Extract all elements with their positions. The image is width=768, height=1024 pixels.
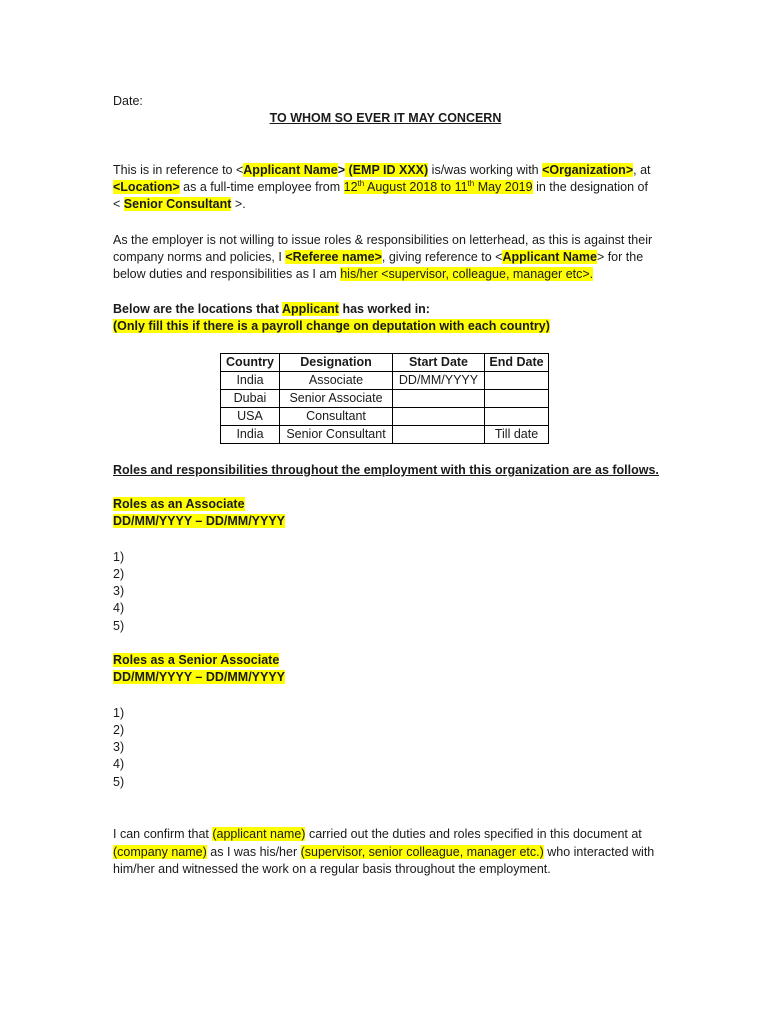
locations-table xyxy=(220,353,549,444)
date-label: Date: xyxy=(113,94,143,108)
list-item: 4) xyxy=(113,757,125,771)
para2-text: company norms and policies, I xyxy=(113,250,286,264)
list-item: 5) xyxy=(113,775,125,789)
para1-text: as a full-time employee from xyxy=(179,180,344,194)
list-item: 3) xyxy=(113,584,125,598)
para1-text: , at xyxy=(633,163,651,177)
list-item: 1) xyxy=(113,706,125,720)
table-cell: Till date xyxy=(485,426,549,444)
roles-heading: Roles and responsibilities throughout the employment with this organization are as follows. xyxy=(113,463,659,477)
table-row xyxy=(221,408,549,426)
column-header: Designation xyxy=(280,354,393,372)
organization-placeholder: <Organization> xyxy=(542,163,634,177)
closing-text: carried out the duties and roles specified in this document at xyxy=(305,827,642,841)
roles-senior-associate-dates xyxy=(113,669,285,686)
applicant-name-placeholder: (applicant name) xyxy=(212,827,306,841)
list-item: 5) xyxy=(113,619,125,633)
roles-associate-title-text: Roles as an Associate xyxy=(113,497,245,511)
table-row xyxy=(221,372,549,390)
para2-text: , giving reference to < xyxy=(381,250,503,264)
relation-placeholder: (supervisor, senior colleague, manager etc.) xyxy=(300,845,544,859)
applicant-name-placeholder: Applicant Name xyxy=(243,163,338,177)
para1-text: < xyxy=(113,197,124,211)
from-suffix: th xyxy=(357,178,365,188)
to-rest: May 2019 xyxy=(474,180,533,194)
table-row xyxy=(221,426,549,444)
designation-placeholder: Senior Consultant xyxy=(123,197,232,211)
closing-line3: him/her and witnessed the work on a regular basis throughout the employment. xyxy=(113,862,551,876)
locations-intro-text: Below are the locations that xyxy=(113,302,283,316)
list-item: 1) xyxy=(113,550,125,564)
para2-text: below duties and responsibilities as I am xyxy=(113,267,341,281)
roles-senior-associate-dates-text: DD/MM/YYYY – DD/MM/YYYY xyxy=(113,670,286,684)
para2-text: > for the xyxy=(596,250,644,264)
locations-intro xyxy=(113,301,430,318)
roles-senior-associate-title-text: Roles as a Senior Associate xyxy=(113,653,280,667)
para1-text: in the designation of xyxy=(532,180,648,194)
table-cell xyxy=(393,426,485,444)
locations-note xyxy=(113,318,550,335)
table-cell: Senior Associate xyxy=(280,390,393,408)
table-cell: India xyxy=(221,426,280,444)
table-cell: USA xyxy=(221,408,280,426)
para1-text: > xyxy=(337,163,346,177)
column-header: Start Date xyxy=(393,354,485,372)
para2-line2 xyxy=(113,249,643,266)
table-cell: Senior Consultant xyxy=(280,426,393,444)
to-suffix: th xyxy=(467,178,475,188)
table-cell xyxy=(485,390,549,408)
list-item: 2) xyxy=(113,567,125,581)
table-row xyxy=(221,390,549,408)
company-name-placeholder: (company name) xyxy=(113,845,207,859)
para1-line1 xyxy=(113,162,651,179)
list-item: 4) xyxy=(113,601,125,615)
locations-intro-text: has worked in: xyxy=(338,302,430,316)
table-cell: Associate xyxy=(280,372,393,390)
para1-text: This is in reference to < xyxy=(113,163,244,177)
roles-senior-associate-title xyxy=(113,652,279,669)
roles-associate-dates-text: DD/MM/YYYY – DD/MM/YYYY xyxy=(113,514,286,528)
list-item: 3) xyxy=(113,740,125,754)
from-rest: August 2018 to 11 xyxy=(364,180,468,194)
emp-id-placeholder: (EMP ID XXX) xyxy=(345,163,429,177)
table-header-row xyxy=(221,354,549,372)
employment-period xyxy=(344,180,533,194)
referee-name-placeholder: <Referee name> xyxy=(285,250,382,264)
table-cell xyxy=(393,390,485,408)
closing-line2 xyxy=(113,844,654,861)
applicant-name-placeholder: Applicant Name xyxy=(502,250,597,264)
location-placeholder: <Location> xyxy=(113,180,180,194)
roles-associate-dates xyxy=(113,513,285,530)
table-cell xyxy=(485,408,549,426)
closing-text: I can confirm that xyxy=(113,827,213,841)
document-heading: TO WHOM SO EVER IT MAY CONCERN xyxy=(269,111,502,125)
list-item: 2) xyxy=(113,723,125,737)
table-cell xyxy=(393,408,485,426)
closing-line1 xyxy=(113,826,642,843)
para2-line3 xyxy=(113,266,593,283)
table-cell xyxy=(485,372,549,390)
column-header: End Date xyxy=(485,354,549,372)
from-day: 12 xyxy=(343,180,358,194)
para1-line2 xyxy=(113,179,648,196)
para1-line3 xyxy=(113,196,246,213)
relation-placeholder: his/her <supervisor, colleague, manager etc>. xyxy=(340,267,594,281)
para1-text: is/was working with xyxy=(428,163,543,177)
column-header: Country xyxy=(221,354,280,372)
applicant-placeholder: Applicant xyxy=(282,302,339,316)
locations-note-text: (Only fill this if there is a payroll change on deputation with each country) xyxy=(113,319,550,333)
closing-text: who interacted with xyxy=(543,845,655,859)
table-cell: Consultant xyxy=(280,408,393,426)
para2-line1: As the employer is not willing to issue roles & responsibilities on letterhead, as this is against their xyxy=(113,233,653,247)
para1-text: >. xyxy=(231,197,246,211)
table-cell: India xyxy=(221,372,280,390)
roles-associate-title xyxy=(113,496,245,513)
table-cell: DD/MM/YYYY xyxy=(393,372,485,390)
closing-text: as I was his/her xyxy=(206,845,301,859)
table-cell: Dubai xyxy=(221,390,280,408)
